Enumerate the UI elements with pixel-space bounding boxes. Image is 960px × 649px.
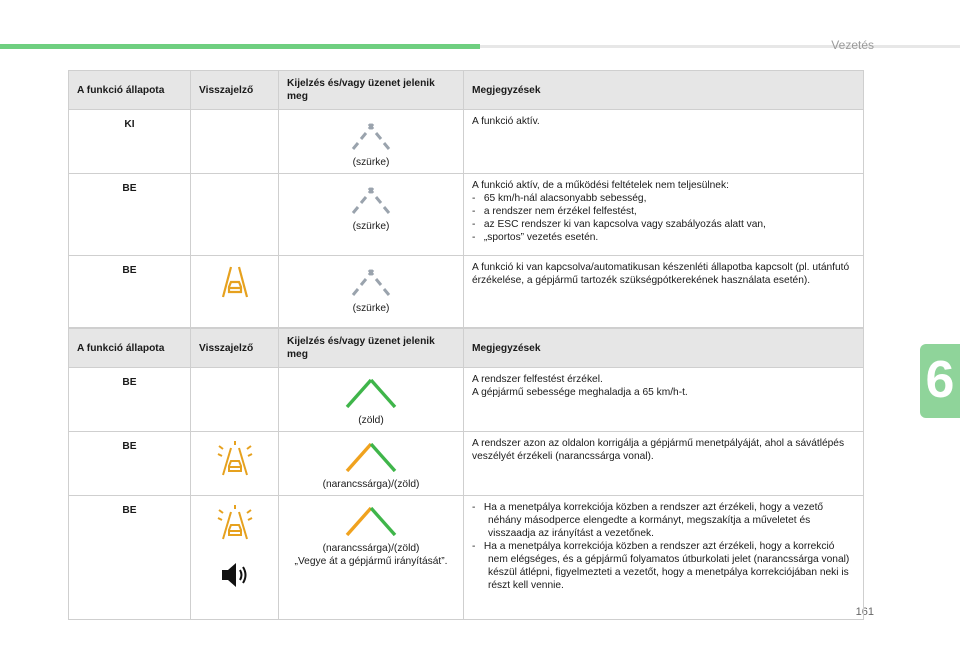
display-caption: (szürke): [352, 303, 390, 314]
header-notes: Megjegyzések: [464, 329, 864, 368]
notes-cell: [464, 174, 864, 256]
state-cell: BE: [69, 174, 191, 256]
lane-keeping-warning-icon: [217, 264, 253, 300]
notes-cell: [464, 256, 864, 328]
chapter-tab: [920, 344, 960, 418]
table-row: [69, 174, 864, 256]
note-bullet: - 65 km/h-nál alacsonyabb sebesség,: [472, 193, 647, 204]
speaker-icon: [219, 560, 251, 590]
header-notes: Megjegyzések: [464, 71, 864, 110]
chapter-number: 6: [925, 351, 955, 409]
note-bullet: - „sportos” vezetés esetén.: [472, 232, 599, 243]
notes-cell: [464, 110, 864, 174]
note-text: A funkció aktív, de a működési feltételek nem teljesülnek:: [472, 180, 729, 191]
display-cell: [279, 496, 464, 620]
state-cell: BE: [69, 432, 191, 496]
note-bullet: - Ha a menetpálya korrekciója közben a rendszer azt érzékeli, hogy a vezető néhány másodperce elengedte a kormányt, megszakítja a műveletet és visszaadja az irányítást a vezetőnek.: [472, 502, 824, 539]
indicator-cell: [191, 368, 279, 432]
indicator-cell: [191, 110, 279, 174]
header-state: A funkció állapota: [69, 71, 191, 110]
display-cell: [279, 110, 464, 174]
status-table-grey: [68, 70, 864, 328]
section-title: Vezetés: [831, 38, 874, 52]
note-text: A rendszer felfestést érzékel.: [472, 374, 603, 385]
header-display: Kijelzés és/vagy üzenet jelenik meg: [279, 71, 464, 110]
display-message: „Vegye át a gépjármű irányítását”.: [294, 556, 448, 567]
indicator-cell: [191, 174, 279, 256]
display-cell: [279, 256, 464, 328]
lane-lines-grey-icon: [325, 118, 417, 150]
lane-lines-orange-green-icon: [325, 504, 417, 536]
note-text: A funkció aktív.: [472, 116, 540, 127]
display-cell: [279, 174, 464, 256]
header-indicator: Visszajelző: [191, 329, 279, 368]
header-accent-bar: [0, 44, 480, 49]
lane-lines-grey-icon: [325, 264, 417, 296]
lane-lines-grey-icon: [325, 182, 417, 214]
state-cell: BE: [69, 496, 191, 620]
header-rule: [480, 45, 960, 48]
note-text: A rendszer azon az oldalon korrigálja a gépjármű menetpályáját, ahol a sávátlépés veszélyét érzékeli (narancssárga vonal).: [472, 438, 845, 462]
table-row: [69, 256, 864, 328]
indicator-cell: [191, 496, 279, 620]
notes-cell: [464, 432, 864, 496]
note-bullet: - az ESC rendszer ki van kapcsolva vagy szabályozás alatt van,: [472, 219, 766, 230]
indicator-cell: [191, 256, 279, 328]
state-cell: BE: [69, 256, 191, 328]
lane-keeping-active-icon: [216, 504, 254, 542]
display-cell: [279, 432, 464, 496]
note-text: A gépjármű sebessége meghaladja a 65 km/h-t.: [472, 387, 688, 398]
table-row: [69, 496, 864, 620]
lane-lines-orange-green-icon: [325, 440, 417, 472]
table-header-row: [69, 329, 864, 368]
display-cell: [279, 368, 464, 432]
page-number: 161: [855, 606, 874, 618]
lane-keeping-active-icon: [216, 440, 254, 478]
header-display: Kijelzés és/vagy üzenet jelenik meg: [279, 329, 464, 368]
table-row: [69, 432, 864, 496]
table-row: [69, 110, 864, 174]
note-text: A funkció ki van kapcsolva/automatikusan készenléti állapotba kapcsolt (pl. utánfutó érzékelése, a gépjármű tartozék szükségpótkerekének használata esetén).: [472, 262, 850, 286]
table-row: [69, 368, 864, 432]
display-caption: (szürke): [352, 221, 390, 232]
display-caption: (narancssárga)/(zöld): [322, 479, 420, 490]
display-caption: (narancssárga)/(zöld): [322, 543, 420, 554]
display-caption: (szürke): [352, 157, 390, 168]
notes-cell: [464, 496, 864, 620]
note-bullet: - Ha a menetpálya korrekciója közben a rendszer azt érzékeli, hogy a korrekció nem elégséges, és a gépjármű folyamatos útburkolati jelet (narancssárga vonal) készül átlépni, figyelmezteti a vezetőt, hogy a menetpálya korrekciójában neki is részt kell vennie.: [472, 541, 850, 591]
state-cell: BE: [69, 368, 191, 432]
indicator-cell: [191, 432, 279, 496]
notes-cell: [464, 368, 864, 432]
header-state: A funkció állapota: [69, 329, 191, 368]
state-cell: KI: [69, 110, 191, 174]
lane-lines-green-icon: [325, 376, 417, 408]
display-caption: (zöld): [358, 415, 384, 426]
note-bullet: - a rendszer nem érzékel felfestést,: [472, 206, 637, 217]
status-table-active: [68, 328, 864, 620]
header-indicator: Visszajelző: [191, 71, 279, 110]
table-header-row: [69, 71, 864, 110]
